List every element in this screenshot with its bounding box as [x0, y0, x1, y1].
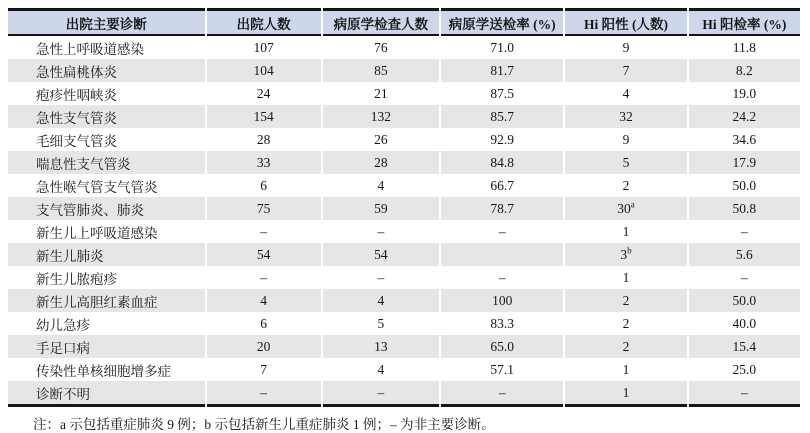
diagnosis-cell: 急性上呼吸道感染 — [8, 36, 205, 59]
column-header-hi-positive-rate: Hi 阳检率 (%) — [689, 8, 800, 36]
value-cell: 4 — [323, 358, 439, 381]
value-cell: 2 — [565, 335, 686, 358]
value-cell: 54 — [207, 243, 321, 266]
value-cell: 76 — [323, 36, 439, 59]
table-row — [8, 105, 800, 128]
value-cell: – — [207, 266, 321, 289]
value-cell: – — [207, 220, 321, 243]
value-cell: 66.7 — [441, 174, 563, 197]
column-header-test-rate: 病原学送检率 (%) — [441, 8, 563, 36]
value-cell: – — [323, 266, 439, 289]
column-header-discharged-count: 出院人数 — [207, 8, 321, 36]
value-cell: 2 — [565, 312, 686, 335]
value-cell: 1 — [565, 266, 686, 289]
diagnosis-cell: 诊断不明 — [8, 381, 205, 407]
diagnosis-cell: 手足口病 — [8, 335, 205, 358]
value-cell: 11.8 — [689, 36, 800, 59]
value-cell: 6 — [207, 174, 321, 197]
value-cell: – — [441, 266, 563, 289]
value-cell: 1 — [565, 220, 686, 243]
value-cell: 71.0 — [441, 36, 563, 59]
value-cell: 4 — [323, 289, 439, 312]
value-cell: 84.8 — [441, 151, 563, 174]
table-footnote: 注：a 示包括重症肺炎 9 例；b 示包括新生儿重症肺炎 1 例；– 为非主要诊断。 — [33, 417, 495, 432]
value-cell: 6 — [207, 312, 321, 335]
table-row — [8, 174, 800, 197]
value-cell: 92.9 — [441, 128, 563, 151]
value-cell: 1 — [565, 381, 686, 407]
diagnosis-cell: 疱疹性咽峡炎 — [8, 82, 205, 105]
value-cell: 32 — [565, 105, 686, 128]
diagnosis-table — [6, 8, 802, 407]
table-row — [8, 358, 800, 381]
value-cell: 2 — [565, 289, 686, 312]
value-cell: 154 — [207, 105, 321, 128]
table-row — [8, 151, 800, 174]
value-cell: 5 — [565, 151, 686, 174]
table-row — [8, 82, 800, 105]
value-cell: 30$^a$ — [565, 197, 686, 220]
column-header-tested-count: 病原学检查人数 — [323, 8, 439, 36]
diagnosis-cell: 喘息性支气管炎 — [8, 151, 205, 174]
value-cell: – — [323, 220, 439, 243]
diagnosis-cell: 新生儿脓疱疹 — [8, 266, 205, 289]
value-cell: 5 — [323, 312, 439, 335]
value-cell: 100 — [441, 289, 563, 312]
value-cell: 25.0 — [689, 358, 800, 381]
footnote-marker: a — [630, 199, 635, 209]
table-row — [8, 197, 800, 220]
table-row — [8, 289, 800, 312]
value-cell: 85 — [323, 59, 439, 82]
diagnosis-cell: 新生儿肺炎 — [8, 243, 205, 266]
diagnosis-cell: 新生儿上呼吸道感染 — [8, 220, 205, 243]
value-cell: 24 — [207, 82, 321, 105]
value-cell: – — [441, 381, 563, 407]
value-cell: 9 — [565, 36, 686, 59]
value-cell: 78.7 — [441, 197, 563, 220]
value-cell: 50.8 — [689, 197, 800, 220]
header-row — [8, 8, 800, 36]
value-cell: 81.7 — [441, 59, 563, 82]
value-cell: 40.0 — [689, 312, 800, 335]
table-row — [8, 335, 800, 358]
diagnosis-cell: 支气管肺炎、肺炎 — [8, 197, 205, 220]
footnote-marker: b — [627, 245, 632, 255]
value-cell: 65.0 — [441, 335, 563, 358]
column-header-diagnosis: 出院主要诊断 — [8, 8, 205, 36]
value-cell: 75 — [207, 197, 321, 220]
value-cell: 2 — [565, 174, 686, 197]
value-cell: 59 — [323, 197, 439, 220]
table-row — [8, 128, 800, 151]
value-cell: 19.0 — [689, 82, 800, 105]
value-cell: 17.9 — [689, 151, 800, 174]
table-header — [8, 8, 800, 36]
table-row — [8, 243, 800, 266]
diagnosis-cell: 新生儿高胆红素血症 — [8, 289, 205, 312]
diagnosis-cell: 急性支气管炎 — [8, 105, 205, 128]
value-cell: 7 — [207, 358, 321, 381]
value-cell: 3$^b$ — [565, 243, 686, 266]
value-cell: 4 — [323, 174, 439, 197]
value-cell: 28 — [323, 151, 439, 174]
value-cell: 132 — [323, 105, 439, 128]
value-cell: 8.2 — [689, 59, 800, 82]
value-cell: 50.0 — [689, 289, 800, 312]
value-cell: 87.5 — [441, 82, 563, 105]
diagnosis-cell: 幼儿急疹 — [8, 312, 205, 335]
diagnosis-cell: 毛细支气管炎 — [8, 128, 205, 151]
value-cell: 15.4 — [689, 335, 800, 358]
value-cell: 9 — [565, 128, 686, 151]
value-cell: 21 — [323, 82, 439, 105]
value-cell: 85.7 — [441, 105, 563, 128]
diagnosis-cell: 急性扁桃体炎 — [8, 59, 205, 82]
table-row — [8, 36, 800, 59]
value-cell: 28 — [207, 128, 321, 151]
value-cell: 57.1 — [441, 358, 563, 381]
value-cell: 104 — [207, 59, 321, 82]
diagnosis-cell: 传染性单核细胞增多症 — [8, 358, 205, 381]
table-body — [8, 36, 800, 407]
diagnosis-cell: 急性喉气管支气管炎 — [8, 174, 205, 197]
table-row — [8, 220, 800, 243]
value-cell: – — [207, 381, 321, 407]
value-cell: – — [689, 381, 800, 407]
value-cell: – — [689, 220, 800, 243]
value-cell: 1 — [565, 358, 686, 381]
value-cell — [441, 243, 563, 266]
value-cell: 4 — [565, 82, 686, 105]
table-row — [8, 266, 800, 289]
value-cell: 7 — [565, 59, 686, 82]
column-header-hi-positive-count: Hi 阳性 (人数) — [565, 8, 686, 36]
value-cell: 34.6 — [689, 128, 800, 151]
value-cell: – — [441, 220, 563, 243]
table-row — [8, 381, 800, 407]
value-cell: 24.2 — [689, 105, 800, 128]
value-cell: 4 — [207, 289, 321, 312]
value-cell: 20 — [207, 335, 321, 358]
value-cell: – — [323, 381, 439, 407]
table-row — [8, 312, 800, 335]
value-cell: 107 — [207, 36, 321, 59]
table-row — [8, 59, 800, 82]
value-cell: 54 — [323, 243, 439, 266]
value-cell: 13 — [323, 335, 439, 358]
value-cell: 50.0 — [689, 174, 800, 197]
value-cell: 5.6 — [689, 243, 800, 266]
value-cell: 33 — [207, 151, 321, 174]
value-cell: 26 — [323, 128, 439, 151]
value-cell: 83.3 — [441, 312, 563, 335]
value-cell: – — [689, 266, 800, 289]
